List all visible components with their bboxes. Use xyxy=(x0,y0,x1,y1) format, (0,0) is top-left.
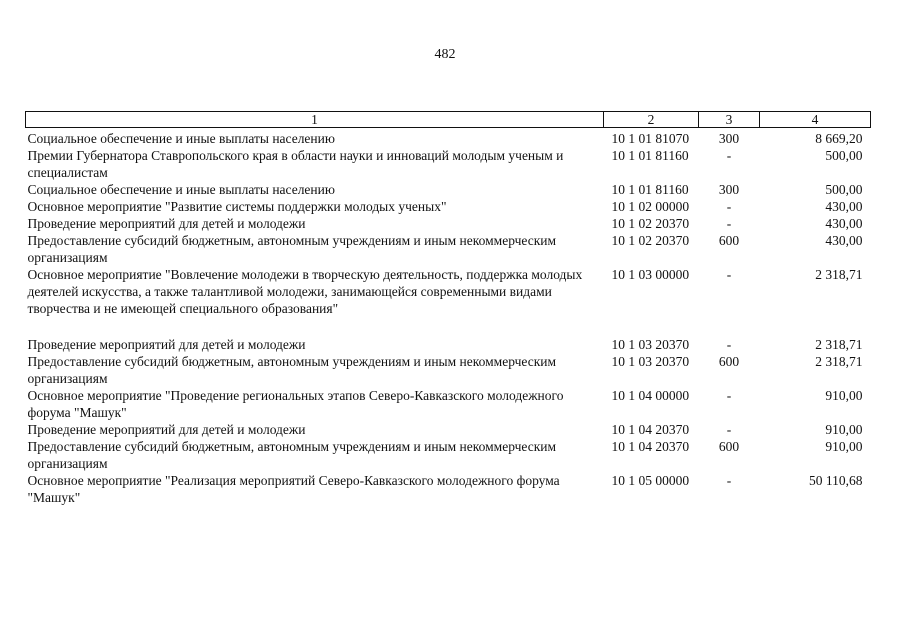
row-sum: 430,00 xyxy=(825,216,863,231)
table-row xyxy=(26,128,871,148)
table-row xyxy=(26,387,871,421)
row-vr: 600 xyxy=(718,439,740,454)
row-sum: 910,00 xyxy=(825,422,863,437)
row-code: 10 1 03 20370 xyxy=(611,337,690,352)
header-col-3: 3 xyxy=(699,112,760,128)
row-name: Основное мероприятие "Реализация мероприятий Северо-Кавказского молодежного форума "Машук" xyxy=(27,473,560,505)
row-vr: - xyxy=(726,267,732,282)
row-vr: - xyxy=(726,337,732,352)
row-vr: - xyxy=(726,388,732,403)
table-row xyxy=(26,438,871,472)
row-sum: 910,00 xyxy=(825,439,863,454)
budget-table-container xyxy=(25,111,870,506)
row-code: 10 1 05 00000 xyxy=(611,473,690,488)
row-sum: 2 318,71 xyxy=(815,337,863,352)
table-row xyxy=(26,232,871,266)
row-sum: 8 669,20 xyxy=(815,131,863,146)
row-name: Предоставление субсидий бюджетным, автономным учреждениям и иным некоммерческим организациям xyxy=(27,354,557,386)
row-sum: 500,00 xyxy=(825,148,863,163)
row-sum: 430,00 xyxy=(825,199,863,214)
header-row xyxy=(26,112,871,128)
row-code: 10 1 01 81070 xyxy=(611,131,690,146)
row-code: 10 1 02 20370 xyxy=(611,233,690,248)
header-col-2: 2 xyxy=(604,112,699,128)
row-vr: 600 xyxy=(718,354,740,369)
table-row xyxy=(26,215,871,232)
page-number: 482 xyxy=(434,47,456,62)
row-sum: 500,00 xyxy=(825,182,863,197)
row-name: Проведение мероприятий для детей и молодежи xyxy=(27,216,306,231)
table-row xyxy=(26,181,871,198)
row-name: Основное мероприятие "Вовлечение молодежи в творческую деятельность, поддержка молодых деятелей искусства, а также талантливой молодежи, занимающейся современными видами творчества и не имеющей специального образования" xyxy=(27,267,583,316)
row-name: Основное мероприятие "Развитие системы поддержки молодых ученых" xyxy=(27,199,447,214)
row-code: 10 1 04 20370 xyxy=(611,422,690,437)
row-name: Предоставление субсидий бюджетным, автономным учреждениям и иным некоммерческим организациям xyxy=(27,233,557,265)
row-code: 10 1 04 00000 xyxy=(611,388,690,403)
row-name: Премии Губернатора Ставропольского края в области науки и инноваций молодым ученым и специалистам xyxy=(27,148,564,180)
row-vr: 600 xyxy=(718,233,740,248)
table-row xyxy=(26,336,871,353)
row-vr: 300 xyxy=(718,182,740,197)
table-row xyxy=(26,421,871,438)
table-body xyxy=(26,128,871,507)
row-code: 10 1 02 00000 xyxy=(611,199,690,214)
row-name: Проведение мероприятий для детей и молодежи xyxy=(27,422,306,437)
row-vr: - xyxy=(726,422,732,437)
table-row xyxy=(26,147,871,181)
row-code: 10 1 04 20370 xyxy=(611,439,690,454)
row-vr: - xyxy=(726,473,732,488)
budget-table xyxy=(25,111,871,506)
header-col-4: 4 xyxy=(760,112,871,128)
row-name: Проведение мероприятий для детей и молодежи xyxy=(27,337,306,352)
row-vr: 300 xyxy=(718,131,740,146)
row-sum: 2 318,71 xyxy=(815,354,863,369)
row-code: 10 1 02 20370 xyxy=(611,216,690,231)
row-sum: 2 318,71 xyxy=(815,267,863,282)
table-header xyxy=(26,112,871,128)
row-name: Социальное обеспечение и иные выплаты населению xyxy=(27,131,335,146)
row-code: 10 1 03 00000 xyxy=(611,267,690,282)
row-code: 10 1 01 81160 xyxy=(611,182,689,197)
row-name: Предоставление субсидий бюджетным, автономным учреждениям и иным некоммерческим организациям xyxy=(27,439,557,471)
table-row xyxy=(26,353,871,387)
row-sum: 430,00 xyxy=(825,233,863,248)
row-name: Основное мероприятие "Проведение региональных этапов Северо-Кавказского молодежного форума "Машук" xyxy=(27,388,564,420)
row-sum: 50 110,68 xyxy=(809,473,863,488)
row-vr: - xyxy=(726,216,732,231)
row-code: 10 1 01 81160 xyxy=(611,148,689,163)
table-row xyxy=(26,266,871,336)
header-col-1: 1 xyxy=(26,112,604,128)
row-vr: - xyxy=(726,199,732,214)
row-vr: - xyxy=(726,148,732,163)
row-name: Социальное обеспечение и иные выплаты населению xyxy=(27,182,335,197)
row-sum: 910,00 xyxy=(825,388,863,403)
table-row xyxy=(26,472,871,506)
row-code: 10 1 03 20370 xyxy=(611,354,690,369)
table-row xyxy=(26,198,871,215)
